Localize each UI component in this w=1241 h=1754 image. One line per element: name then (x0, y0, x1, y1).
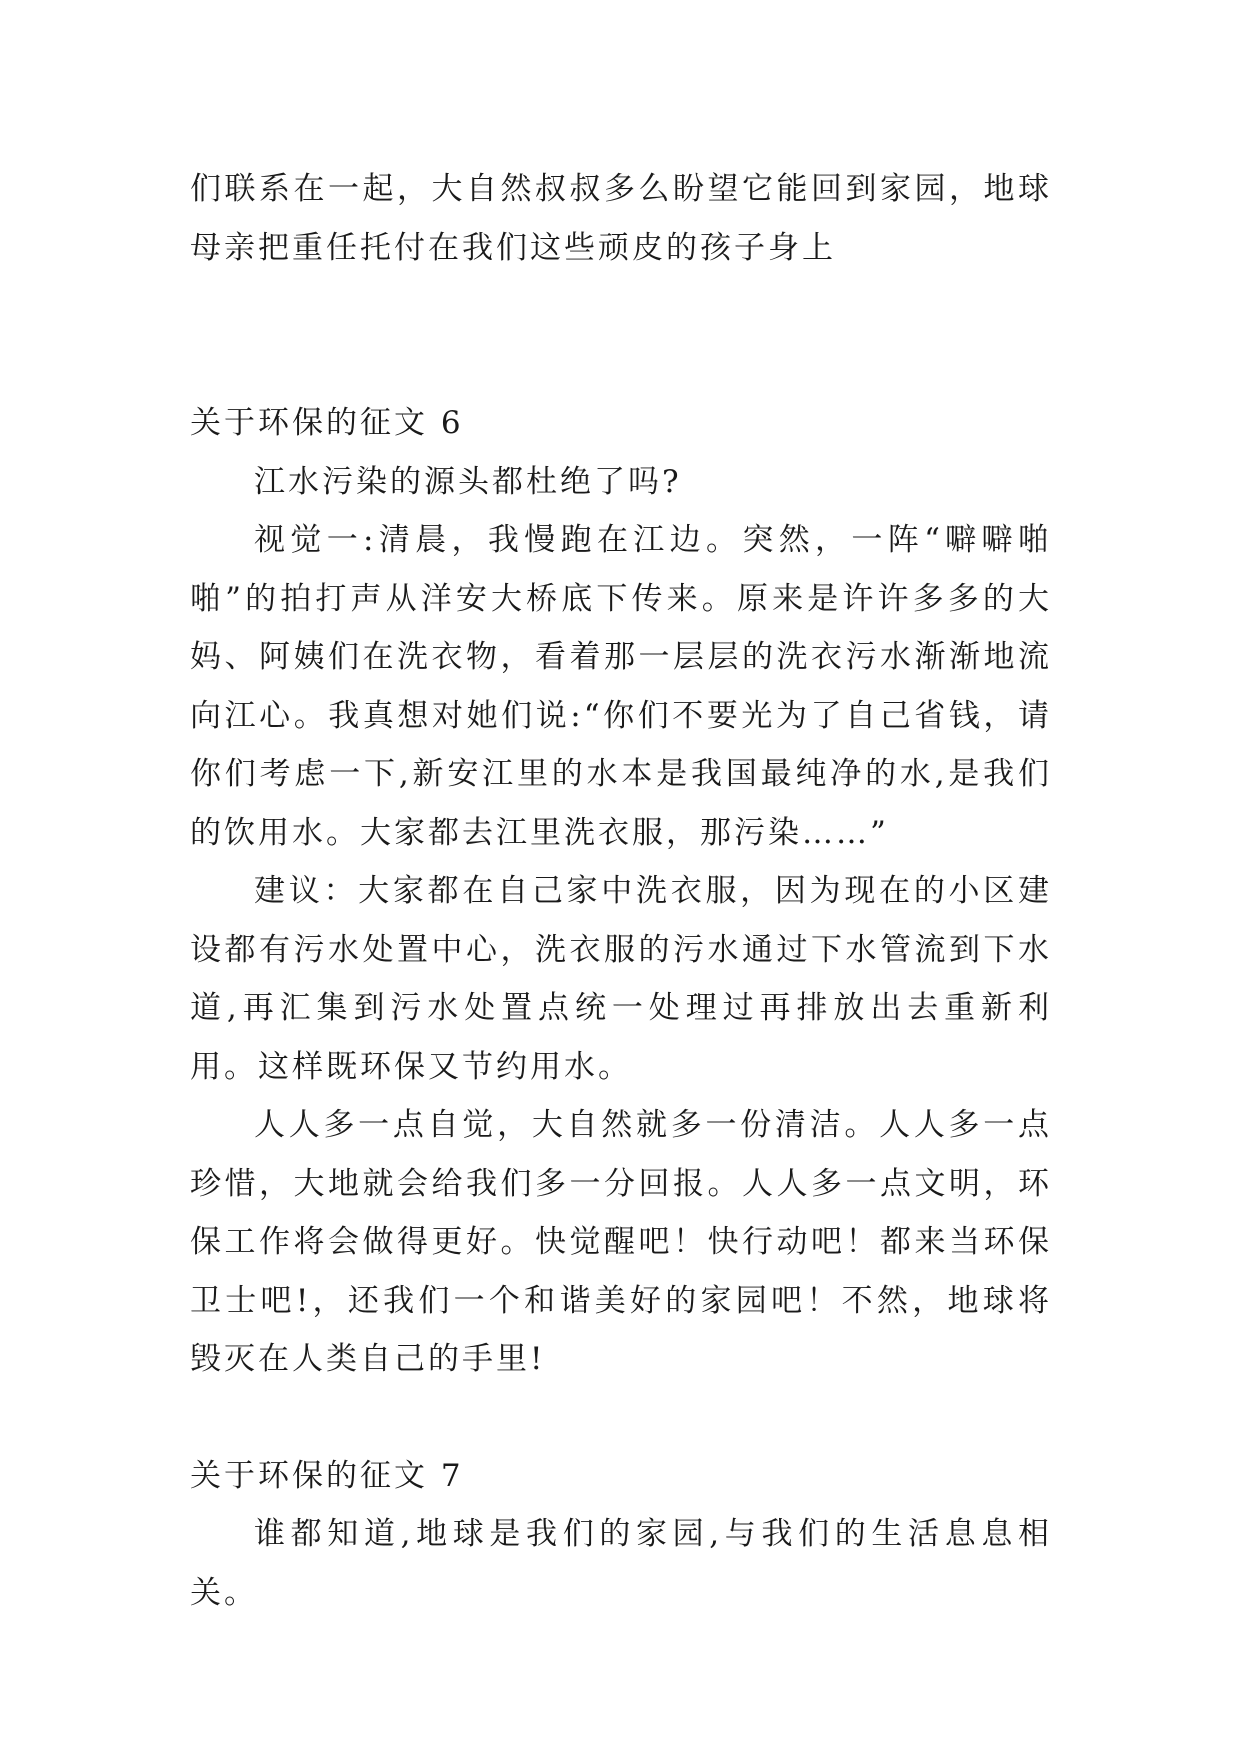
section-spacer (190, 277, 1052, 394)
section-6-heading: 关于环保的征文 6 (190, 405, 464, 441)
section-6-paragraph-3: 建议：大家都在自己家中洗衣服，因为现在的小区建设都有污水处置中心，洗衣服的污水通过下水管流到下水道,再汇集到污水处置点统一处理过再排放出去重新利用。这样既环保又节约用水。 (190, 873, 1052, 1085)
section-6-paragraph-1: 江水污染的源头都杜绝了吗? (254, 463, 682, 500)
document-body (190, 160, 1052, 1622)
section-7-paragraph-1: 谁都知道,地球是我们的家园,与我们的生活息息相关。 (190, 1516, 1052, 1611)
continuation-paragraph: 们联系在一起，大自然叔叔多么盼望它能回到家园，地球母亲把重任托付在我们这些顽皮的孩子身上 (190, 171, 1052, 266)
section-6-paragraph-2: 视觉一:清晨，我慢跑在江边。突然，一阵“噼噼啪啪”的拍打声从洋安大桥底下传来。原来是许许多多的大妈、阿姨们在洗衣物，看着那一层层的洗衣污水渐渐地流向江心。我真想对她们说:“你们不要光为了自己省钱，请你们考虑一下,新安江里的水本是我国最纯净的水,是我们的饮用水。大家都去江里洗衣服，那污染……” (190, 522, 1052, 851)
section-6-paragraph-4: 人人多一点自觉，大自然就多一份清洁。人人多一点珍惜，大地就会给我们多一分回报。人人多一点文明，环保工作将会做得更好。快觉醒吧！快行动吧！都来当环保卫士吧!，还我们一个和谐美好的家园吧！不然，地球将毁灭在人类自己的手里! (190, 1107, 1052, 1377)
section-spacer (190, 1389, 1052, 1447)
section-7-heading: 关于环保的征文 7 (190, 1457, 464, 1494)
